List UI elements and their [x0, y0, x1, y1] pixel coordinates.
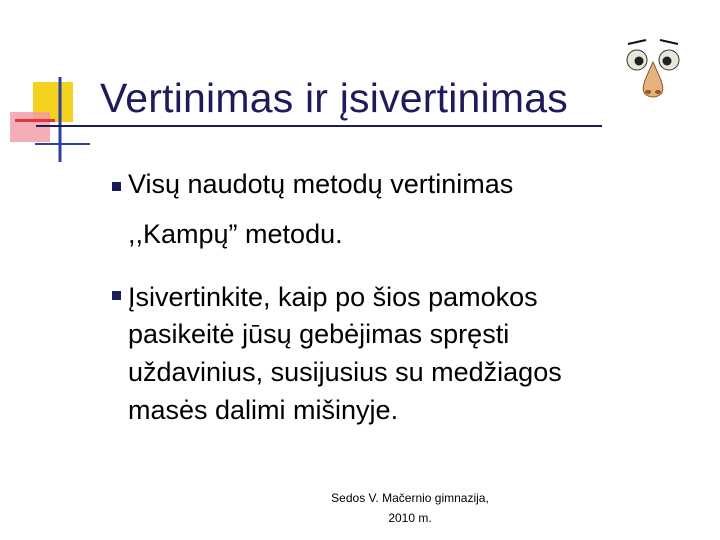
footer-line: 2010 m. — [388, 511, 432, 525]
face-icon — [620, 34, 686, 108]
bullet-line: pasikeitė jūsų gebėjimas spręsti — [128, 319, 510, 349]
bullet-line: uždavinius, susijusius su medžiagos — [128, 357, 562, 387]
square-bullet-icon — [112, 182, 121, 191]
corner-logo-icon — [10, 72, 110, 172]
bullet-line: Visų naudotų metodų vertinimas — [128, 169, 514, 199]
page-title: Vertinimas ir įsivertinimas — [100, 75, 568, 121]
bullet-line: ,,Kampų” metodu. — [128, 219, 343, 249]
footer — [300, 488, 520, 528]
bullet-line: Įsivertinkite, kaip po šios pamokos — [128, 282, 538, 312]
square-bullet-icon — [112, 291, 121, 300]
footer-line: Sedos V. Mačernio gimnazija, — [331, 491, 489, 505]
bullet-line: masės dalimi mišinyje. — [128, 395, 399, 425]
title-underline — [36, 125, 602, 127]
